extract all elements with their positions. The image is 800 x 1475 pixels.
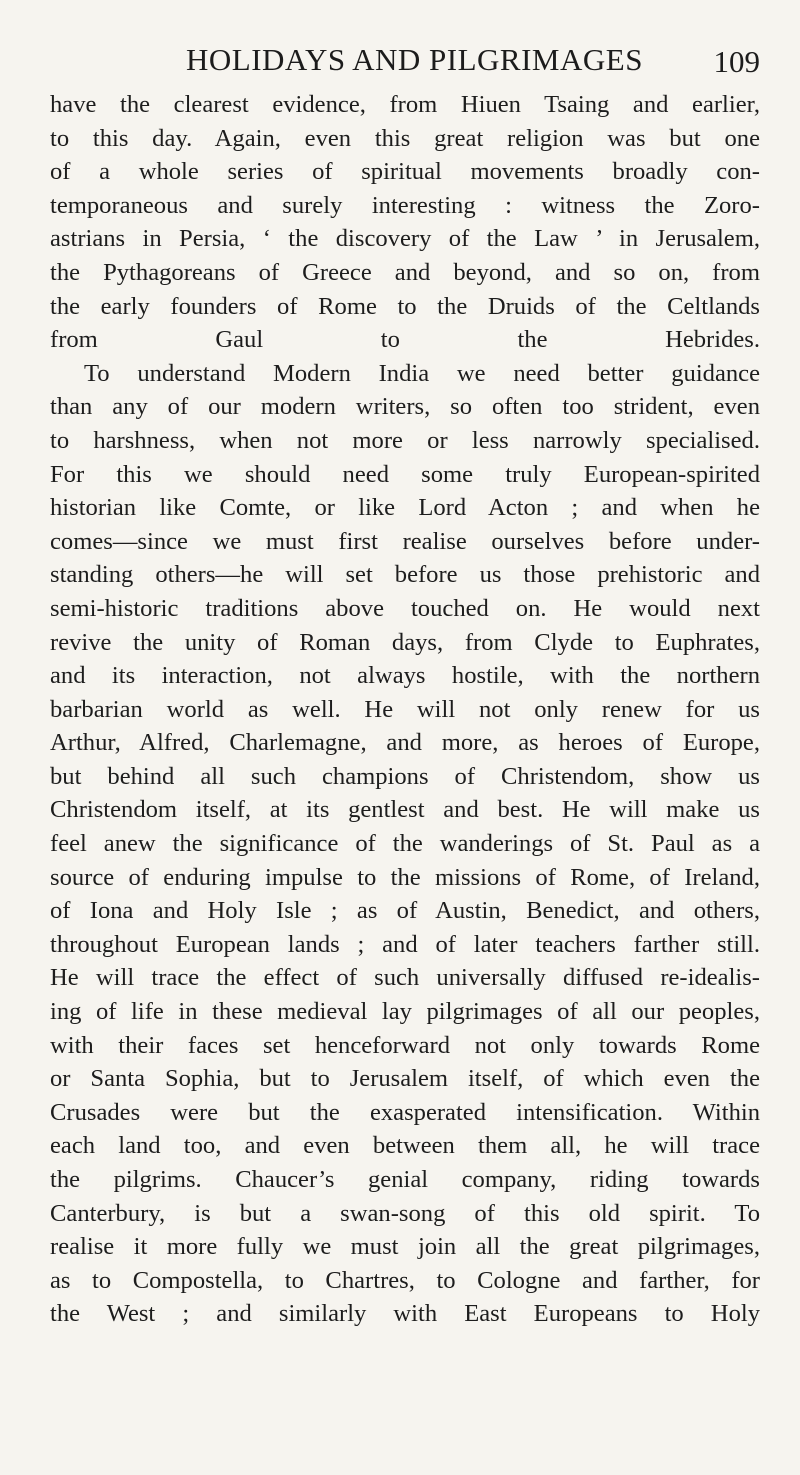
text-line: comes—since we must first realise ourselves before under- [50,527,760,555]
text-line: to harshness, when not more or less narrowly specialised. [50,426,760,454]
text-line: To understand Modern India we need better guidance [84,359,760,387]
text-line: each land too, and even between them all, he will trace [50,1132,760,1160]
text-line: Canterbury, is but a swan-song of this old spirit. To [50,1199,760,1227]
text-line: Christendom itself, at its gentlest and best. He will make us [50,796,760,824]
text-line: Arthur, Alfred, Charlemagne, and more, as heroes of Europe, [50,729,760,757]
text-line: of a whole series of spiritual movements broadly con- [50,158,760,186]
text-line: the pilgrims. Chaucer’s genial company, riding towards [50,1166,760,1193]
text-line: revive the unity of Roman days, from Clyde to Euphrates, [50,628,760,656]
text-line: the early founders of Rome to the Druids of the Celtlands [50,292,760,320]
text-line: with their faces set henceforward not only towards Rome [50,1031,760,1059]
text-line: and its interaction, not always hostile, with the northern [50,662,760,690]
text-line: from Gaul to the Hebrides. [50,326,760,354]
page-header [146,42,760,86]
text-line: feel anew the significance of the wanderings of St. Paul as a [50,830,760,858]
text-line: For this we should need some truly European-spirited [50,460,760,488]
text-line: semi-historic traditions above touched on. He would next [50,594,760,622]
text-line: the Pythagoreans of Greece and beyond, and so on, from [50,258,760,286]
text-line: or Santa Sophia, but to Jerusalem itself, of which even the [50,1065,760,1093]
text-line: as to Compostella, to Chartres, to Cologne and farther, for [50,1266,760,1294]
text-line: throughout European lands ; and of later teachers farther still. [50,930,760,958]
text-line: He will trace the effect of such universally diffused re-idealis- [50,964,760,992]
text-line: to this day. Again, even this great religion was but one [50,124,760,152]
running-head: HOLIDAYS AND PILGRIMAGES [186,42,643,77]
text-line: barbarian world as well. He will not only renew for us [50,695,760,723]
text-line: source of enduring impulse to the missions of Rome, of Ireland, [50,863,760,891]
page-number: 109 [713,44,760,79]
text-line: but behind all such champions of Christendom, show us [50,762,760,790]
text-line: of Iona and Holy Isle ; as of Austin, Benedict, and others, [50,897,760,925]
text-line: Crusades were but the exasperated intensification. Within [50,1098,760,1126]
text-line: temporaneous and surely interesting : witness the Zoro- [50,191,760,219]
text-line: standing others—he will set before us those prehistoric and [50,561,760,589]
text-line: historian like Comte, or like Lord Acton ; and when he [50,494,760,522]
text-line: ing of life in these medieval lay pilgrimages of all our peoples, [50,998,760,1026]
text-line: than any of our modern writers, so often too strident, even [50,393,760,421]
text-line: the West ; and similarly with East Europeans to Holy [50,1300,760,1328]
text-line: have the clearest evidence, from Hiuen Tsaing and earlier, [50,91,760,118]
body-text [50,88,760,1331]
text-line: realise it more fully we must join all the great pilgrimages, [50,1233,760,1261]
text-line: astrians in Persia, ‘ the discovery of the Law ’ in Jerusalem, [50,225,760,253]
